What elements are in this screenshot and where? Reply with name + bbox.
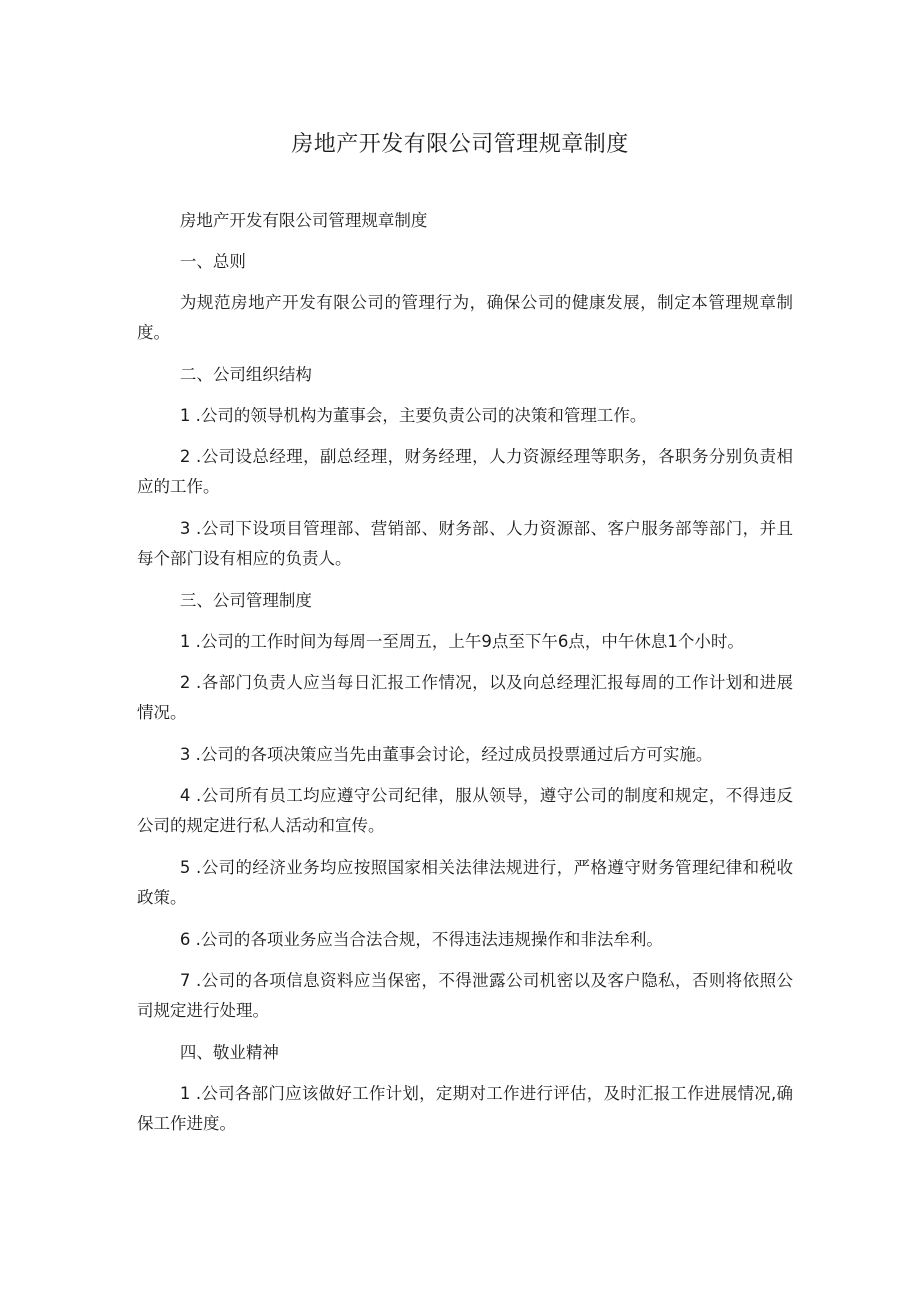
- paragraph-org-2: 2 .公司设总经理，副总经理，财务经理，人力资源经理等职务，各职务分别负责相应的工作。: [137, 447, 793, 496]
- section-heading-general: 一、总则: [179, 252, 246, 271]
- section-heading-organization: 二、公司组织结构: [179, 365, 312, 384]
- paragraph-subtitle: 房地产开发有限公司管理规章制度: [179, 211, 428, 230]
- paragraph-general-purpose: 为规范房地产开发有限公司的管理行为，确保公司的健康发展，制定本管理规章制度。: [137, 293, 793, 342]
- paragraph-mgmt-6: 6 .公司的各项业务应当合法合规，不得违法违规操作和非法牟利。: [179, 930, 663, 949]
- document-title: 房地产开发有限公司管理规章制度: [291, 132, 629, 157]
- document-body: [137, 206, 793, 1151]
- paragraph-mgmt-5: 5 .公司的经济业务均应按照国家相关法律法规进行，严格遵守财务管理纪律和税收政策。: [137, 858, 793, 907]
- paragraph-mgmt-2: 2 .各部门负责人应当每日汇报工作情况，以及向总经理汇报每周的工作计划和进展情况。: [137, 673, 793, 722]
- paragraph-org-3: 3 .公司下设项目管理部、营销部、财务部、人力资源部、客户服务部等部门，并且每个部门设有相应的负责人。: [137, 519, 793, 568]
- paragraph-mgmt-4: 4 .公司所有员工均应遵守公司纪律，服从领导，遵守公司的制度和规定，不得违反公司的规定进行私人活动和宣传。: [137, 786, 793, 835]
- paragraph-mgmt-3: 3 .公司的各项决策应当先由董事会讨论，经过成员投票通过后方可实施。: [179, 745, 713, 764]
- paragraph-dedication-1: 1 .公司各部门应该做好工作计划，定期对工作进行评估，及时汇报工作进展情况,确保工作进度。: [137, 1084, 793, 1133]
- section-heading-management: 三、公司管理制度: [179, 591, 312, 610]
- paragraph-mgmt-1: 1 .公司的工作时间为每周一至周五，上午9点至下午6点，中午休息1个小时。: [179, 632, 744, 651]
- section-heading-dedication: 四、敬业精神: [179, 1043, 279, 1062]
- paragraph-mgmt-7: 7 .公司的各项信息资料应当保密，不得泄露公司机密以及客户隐私，否则将依照公司规定进行处理。: [137, 971, 793, 1020]
- paragraph-org-1: 1 .公司的领导机构为董事会，主要负责公司的决策和管理工作。: [179, 406, 647, 425]
